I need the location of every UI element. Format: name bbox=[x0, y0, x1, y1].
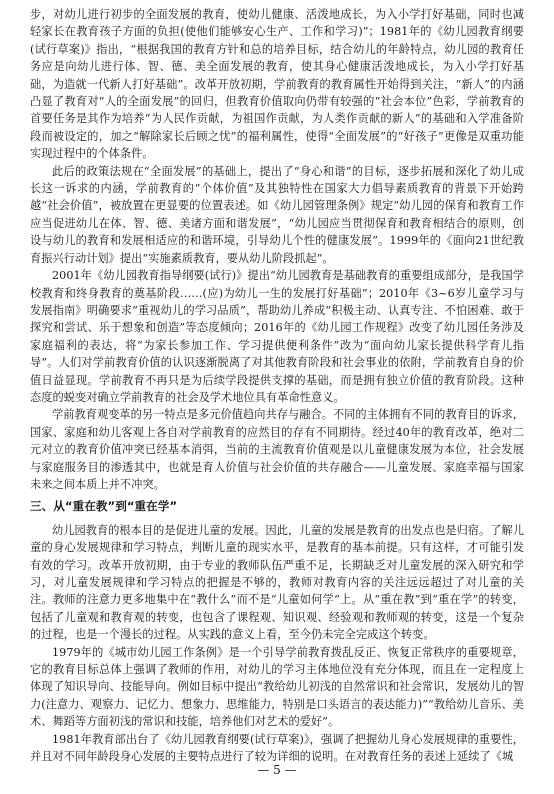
page-number: — 5 — bbox=[257, 763, 297, 777]
body-text bbox=[30, 6, 524, 765]
paragraph: 学前教育观变革的另一特点是多元价值趋向共存与融合。不同的主体拥有不同的教育目的诉求，国家、家庭和幼儿客观上各自对学前教育的应然目的存有不同期待。经过40年的教育改革，绝对二元对立的教育价值冲突已经基本消弭，当前的主流教育价值观是以儿童健康发展为本位，社会发展与家庭服务目的渗透其中，也就是育人价值与社会价值的共存融合——儿童发展、家庭幸福与国家未来之间本质上并不冲突。 bbox=[30, 408, 524, 491]
paragraph: 1981年教育部出台了《幼儿园教育纲要(试行草案)》，强调了把握幼儿身心发展规律的重要性，并且对不同年龄段身心发展的主要特点进行了较为详细的说明。在对教育任务的表述上延续了《城 bbox=[30, 732, 524, 764]
paragraph: 幼儿园教育的根本目的是促进儿童的发展。因此，儿童的发展是教育的出发点也是归宿。了解儿童的身心发展规律和学习特点，判断儿童的现实水平，是教育的基本前提。只有这样，才可能引发有效的学习。改革开放初期，由于专业的教师队伍严重不足，长期缺乏对儿童发展的深入研究和学习，对儿童发展规律和学习特点的把握是不够的，教师对教育内容的关注远远超过了对儿童的关注。教师的注意力更多地集中在“教什么”而不是“儿童如何学”上。从“重在教”到“重在学”的转变，包括了儿童观和教育观的转变，也包含了课程观、知识观、经验观和教师观的转变，这是一个复杂的过程，也是一个漫长的过程。从实践的意义上看，至今仍未完全完成这个转变。 bbox=[30, 523, 524, 642]
paragraph: 步，对幼儿进行初步的全面发展的教育，使幼儿健康、活泼地成长，为入小学打好基础，同时也减轻家长在教育孩子方面的负担(使他们能够安心生产、工作和学习)”；1981年的《幼儿园教育纲要(试行草案)》指出，“根据我国的教育方针和总的培养目标，结合幼儿的年龄特点，幼儿园的教育任务应是向幼儿进行体、智、德、美全面发展的教育，使其身心健康活泼地成长，为入小学打好基础，为造就一代新人打好基础”。改革开放初期，学前教育的教育属性开始得到关注，“新人”的内涵凸显了教育对“人的全面发展”的回归，但教育价值取向仍带有较强的“社会本位”色彩，学前教育的首要任务是其作为培养“为人民作贡献，为祖国作贡献，为人类作贡献的新人”的基础和入学准备阶段而被设定的，加之“解除家长后顾之忧”的福利属性，使得“全面发展”的“好孩子”更像是双重功能实现过程中的个体条件。 bbox=[30, 8, 524, 161]
paragraph: 2001年《幼儿园教育指导纲要(试行)》提出“幼儿园教育是基础教育的重要组成部分，是我国学校教育和终身教育的奠基阶段……(应)为幼儿一生的发展打好基础”；2010年《3~6岁儿童学习与发展指南》明确要求“重视幼儿的学习品质”，帮助幼儿养成“积极主动、认真专注、不怕困难、敢于探究和尝试、乐于想象和创造”等态度倾向；2016年的《幼儿园工作规程》改变了幼儿园任务涉及家庭福利的表达，将“为家长参加工作、学习提供便利条件”改为“面向幼儿家长提供科学育儿指导”。人们对学前教育价值的认识逐渐脱离了对其他教育阶段和社会事业的依附，学前教育自身的价值日益显现。学前教育不再只是为后续学段提供支撑的基础，而是拥有独立价值的教育阶段。这种态度的蜕变对确立学前教育的社会及学术地位具有革命性意义。 bbox=[30, 269, 524, 404]
paragraph: 此后的政策法规在“全面发展”的基础上，提出了“身心和谐”的目标，逐步拓展和深化了幼儿成长这一诉求的内涵，学前教育的“个体价值”及其独特性在国家大力倡导素质教育的背景下开始跨越“社会价值”，被放置在更显要的位置表述。如《幼儿园管理条例》规定“幼儿园的保育和教育工作应当促进幼儿在体、智、德、美诸方面和谐发展”，“幼儿园应当贯彻保育和教育相结合的原则，创设与幼儿的教育和发展相适应的和谐环境，引导幼儿个性的健康发展”。1999年的《面向21世纪教育振兴行动计划》提出“实施素质教育，要从幼儿阶段抓起”。 bbox=[30, 164, 524, 265]
section-heading: 三、从“重在教”到“重在学” bbox=[30, 499, 178, 514]
paragraph: 1979年的《城市幼儿园工作条例》是一个引导学前教育拨乱反正、恢复正常秩序的重要规章，它的教育目标总体上强调了教师的作用，对幼儿的学习主体地位没有充分体现，而且在一定程度上体现了知识导向、技能导向。例如目标中提出“教给幼儿初浅的自然常识和社会常识，发展幼儿的智力(注意力、观察力、记忆力、想象力、思维能力，特别是口头语言的表达能力)”“教给幼儿音乐、美术、舞蹈等方面初浅的常识和技能，培养他们对艺术的爱好”。 bbox=[30, 645, 524, 729]
